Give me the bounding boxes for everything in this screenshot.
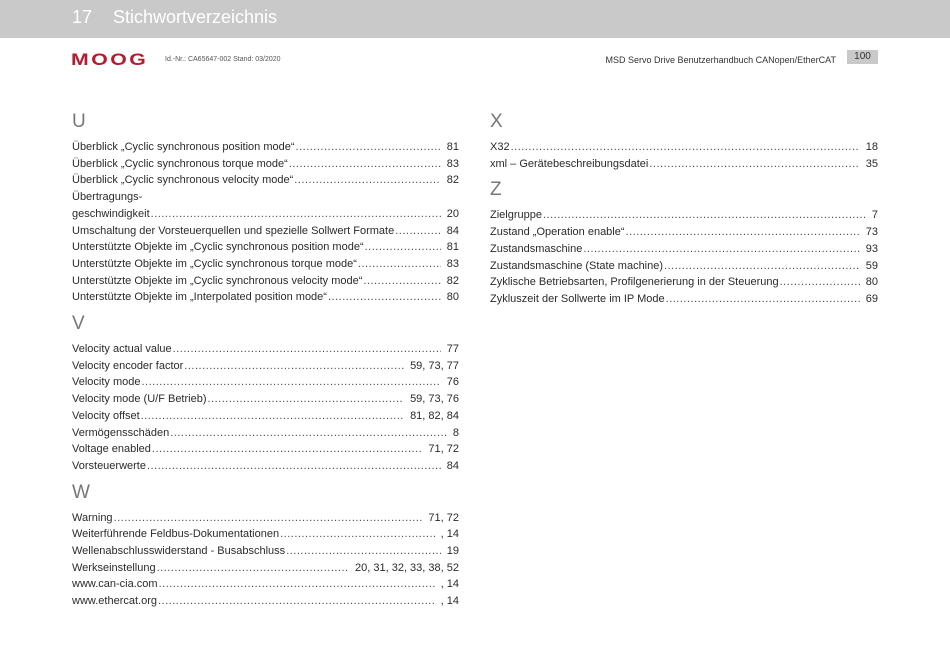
leader-dots xyxy=(511,139,860,156)
leader-dots xyxy=(289,156,441,173)
entry-pages: 83 xyxy=(446,257,459,270)
entry-term: Überblick „Cyclic synchronous position mode“ xyxy=(72,141,295,153)
index-entry[interactable] xyxy=(490,139,878,156)
entry-term: Unterstützte Objekte im „Cyclic synchronous velocity mode“ xyxy=(72,274,363,287)
leader-dots xyxy=(395,223,441,240)
entry-term: Zykluszeit der Sollwerte im IP Mode xyxy=(490,292,665,305)
entry-pages: 59, 73, 77 xyxy=(410,359,459,372)
index-entry[interactable] xyxy=(490,241,878,258)
entry-pages: 73 xyxy=(865,226,878,239)
entry-term: Velocity mode xyxy=(72,376,141,389)
section-letter: W xyxy=(72,481,90,503)
entry-term: www.ethercat.org xyxy=(72,595,157,608)
entry-term: Vermögensschäden xyxy=(72,426,170,439)
leader-dots xyxy=(363,273,440,290)
entry-pages: 59 xyxy=(865,259,878,272)
index-entry[interactable] xyxy=(72,408,459,425)
entry-term: Wellenabschlusswiderstand - Busabschluss xyxy=(72,545,286,558)
leader-dots xyxy=(664,258,860,275)
entry-term: Unterstützte Objekte im „Cyclic synchronous position mode“ xyxy=(72,241,364,254)
entry-term: Zielgruppe xyxy=(490,209,542,222)
leader-dots xyxy=(280,526,435,543)
index-entry[interactable] xyxy=(72,189,459,222)
index-entry[interactable] xyxy=(72,560,459,577)
leader-dots xyxy=(666,291,860,308)
index-entry[interactable] xyxy=(72,391,459,408)
leader-dots xyxy=(208,391,405,408)
entry-term: Übertragungs- xyxy=(72,191,143,204)
leader-dots xyxy=(583,241,859,258)
leader-dots xyxy=(296,139,441,156)
index-entry[interactable] xyxy=(72,341,459,358)
entry-term: Vorsteuerwerte xyxy=(72,459,146,472)
entry-term: Zyklische Betriebsarten, Profilgenerierung in der Steuerung xyxy=(490,276,779,289)
leader-dots xyxy=(157,560,349,577)
entry-pages: 35 xyxy=(865,157,878,170)
manual-title: MSD Servo Drive Benutzerhandbuch CANopen/EtherCAT xyxy=(605,55,836,65)
index-entry[interactable] xyxy=(490,258,878,275)
index-section-u xyxy=(72,110,459,306)
index-entry[interactable] xyxy=(490,274,878,291)
index-entry[interactable] xyxy=(72,358,459,375)
leader-dots xyxy=(141,374,440,391)
entry-term: Werkseinstellung xyxy=(72,561,156,574)
chapter-header-bar xyxy=(0,0,950,38)
index-section-x xyxy=(490,110,878,172)
index-section-v xyxy=(72,312,459,475)
entry-term: Voltage enabled xyxy=(72,443,151,456)
leader-dots xyxy=(780,274,860,291)
entry-pages: 81, 82, 84 xyxy=(410,409,459,422)
leader-dots xyxy=(649,156,859,173)
entry-term: Unterstützte Objekte im „Interpolated position mode“ xyxy=(72,291,327,304)
index-entry[interactable] xyxy=(72,273,459,290)
entry-pages: 80 xyxy=(865,276,878,289)
leader-dots xyxy=(184,358,404,375)
index-entry[interactable] xyxy=(490,224,878,241)
entry-pages: 59, 73, 76 xyxy=(410,393,459,406)
entry-term: Zustand „Operation enable“ xyxy=(490,226,625,239)
entry-term: xml – Gerätebeschreibungsdatei xyxy=(490,157,649,170)
section-letter: V xyxy=(72,313,85,335)
index-entry[interactable] xyxy=(72,425,459,442)
section-letter: X xyxy=(490,111,503,132)
leader-dots xyxy=(294,172,440,189)
entry-term: Umschaltung der Vorsteuerquellen und spezielle Sollwert Formate xyxy=(72,224,395,237)
moog-logo: MOOG xyxy=(71,50,149,69)
index-entry[interactable] xyxy=(72,172,459,189)
leader-dots xyxy=(158,593,435,610)
entry-pages: 71, 72 xyxy=(428,511,459,524)
entry-term: Weiterführende Feldbus-Dokumentationen xyxy=(72,528,280,541)
entry-pages: , 14 xyxy=(440,595,459,608)
leader-dots xyxy=(152,441,422,458)
entry-pages: , 14 xyxy=(440,578,459,591)
chapter-number: 17 xyxy=(72,7,93,27)
entry-term: Velocity mode (U/F Betrieb) xyxy=(72,393,207,406)
entry-pages: 82 xyxy=(446,174,459,187)
leader-dots xyxy=(286,543,441,560)
entry-term: www.can-cia.com xyxy=(72,578,158,591)
leader-dots xyxy=(170,425,447,442)
leader-dots xyxy=(114,510,423,527)
leader-dots xyxy=(151,206,441,223)
entry-term: Überblick „Cyclic synchronous velocity mode“ xyxy=(72,174,294,187)
index-entry[interactable] xyxy=(72,576,459,593)
index-section-w xyxy=(72,481,459,610)
entry-term: Velocity actual value xyxy=(72,343,172,356)
index-entry[interactable] xyxy=(490,207,878,224)
section-letter: U xyxy=(72,111,86,132)
document-id: Id.-Nr.: CA65647-002 Stand: 03/2020 xyxy=(165,56,281,63)
leader-dots xyxy=(147,458,441,475)
entry-pages: 81 xyxy=(446,241,459,254)
entry-pages: 82 xyxy=(446,274,459,287)
entry-term: Velocity encoder factor xyxy=(72,359,184,372)
entry-term: Überblick „Cyclic synchronous torque mode“ xyxy=(72,157,288,170)
index-entry[interactable] xyxy=(490,291,878,308)
entry-term: Velocity offset xyxy=(72,409,140,422)
index-entry[interactable] xyxy=(72,458,459,475)
entry-pages: 84 xyxy=(446,224,459,237)
index-entry[interactable] xyxy=(72,441,459,458)
entry-pages: 93 xyxy=(865,242,878,255)
index-column-right xyxy=(490,106,878,314)
leader-dots xyxy=(365,239,441,256)
entry-pages: 77 xyxy=(446,343,459,356)
entry-pages: 71, 72 xyxy=(428,443,459,456)
leader-dots xyxy=(626,224,860,241)
entry-pages: 83 xyxy=(446,157,459,170)
index-entry[interactable] xyxy=(72,256,459,273)
index-entry[interactable] xyxy=(72,510,459,527)
entry-pages: 18 xyxy=(865,141,878,153)
entry-term-continued: geschwindigkeit xyxy=(72,207,150,220)
chapter-title: Stichwortverzeichnis xyxy=(113,7,278,27)
leader-dots xyxy=(159,576,435,593)
index-entry[interactable] xyxy=(72,374,459,391)
entry-term: X32 xyxy=(490,141,510,153)
index-entry[interactable] xyxy=(72,526,459,543)
index-entry[interactable] xyxy=(72,239,459,256)
index-section-z xyxy=(490,178,878,307)
leader-dots xyxy=(328,289,441,306)
index-entry[interactable] xyxy=(72,139,459,156)
leader-dots xyxy=(173,341,441,358)
entry-pages: 76 xyxy=(446,376,459,389)
index-entry[interactable] xyxy=(490,156,878,173)
entry-pages: 69 xyxy=(865,292,878,305)
entry-pages: , 14 xyxy=(440,528,459,541)
index-entry[interactable] xyxy=(72,289,459,306)
index-entry[interactable] xyxy=(72,156,459,173)
page-number: 100 xyxy=(847,50,878,64)
section-letter: Z xyxy=(490,179,502,201)
index-entry[interactable] xyxy=(72,223,459,240)
entry-pages: 80 xyxy=(446,291,459,304)
index-column-left xyxy=(72,106,459,616)
leader-dots xyxy=(543,207,866,224)
index-entry[interactable] xyxy=(72,543,459,560)
entry-pages: 81 xyxy=(446,141,459,153)
entry-term: Unterstützte Objekte im „Cyclic synchronous torque mode“ xyxy=(72,257,357,270)
index-entry[interactable] xyxy=(72,593,459,610)
entry-term: Zustandsmaschine (State machine) xyxy=(490,259,664,272)
leader-dots xyxy=(358,256,441,273)
entry-pages: 7 xyxy=(871,209,878,222)
leader-dots xyxy=(141,408,404,425)
entry-pages: 20 xyxy=(446,207,459,220)
entry-pages: 8 xyxy=(452,426,459,439)
entry-term: Warning xyxy=(72,511,113,524)
entry-pages: 84 xyxy=(446,459,459,472)
entry-term: Zustandsmaschine xyxy=(490,242,583,255)
entry-pages: 20, 31, 32, 33, 38, 52 xyxy=(355,561,459,574)
entry-pages: 19 xyxy=(446,545,459,558)
